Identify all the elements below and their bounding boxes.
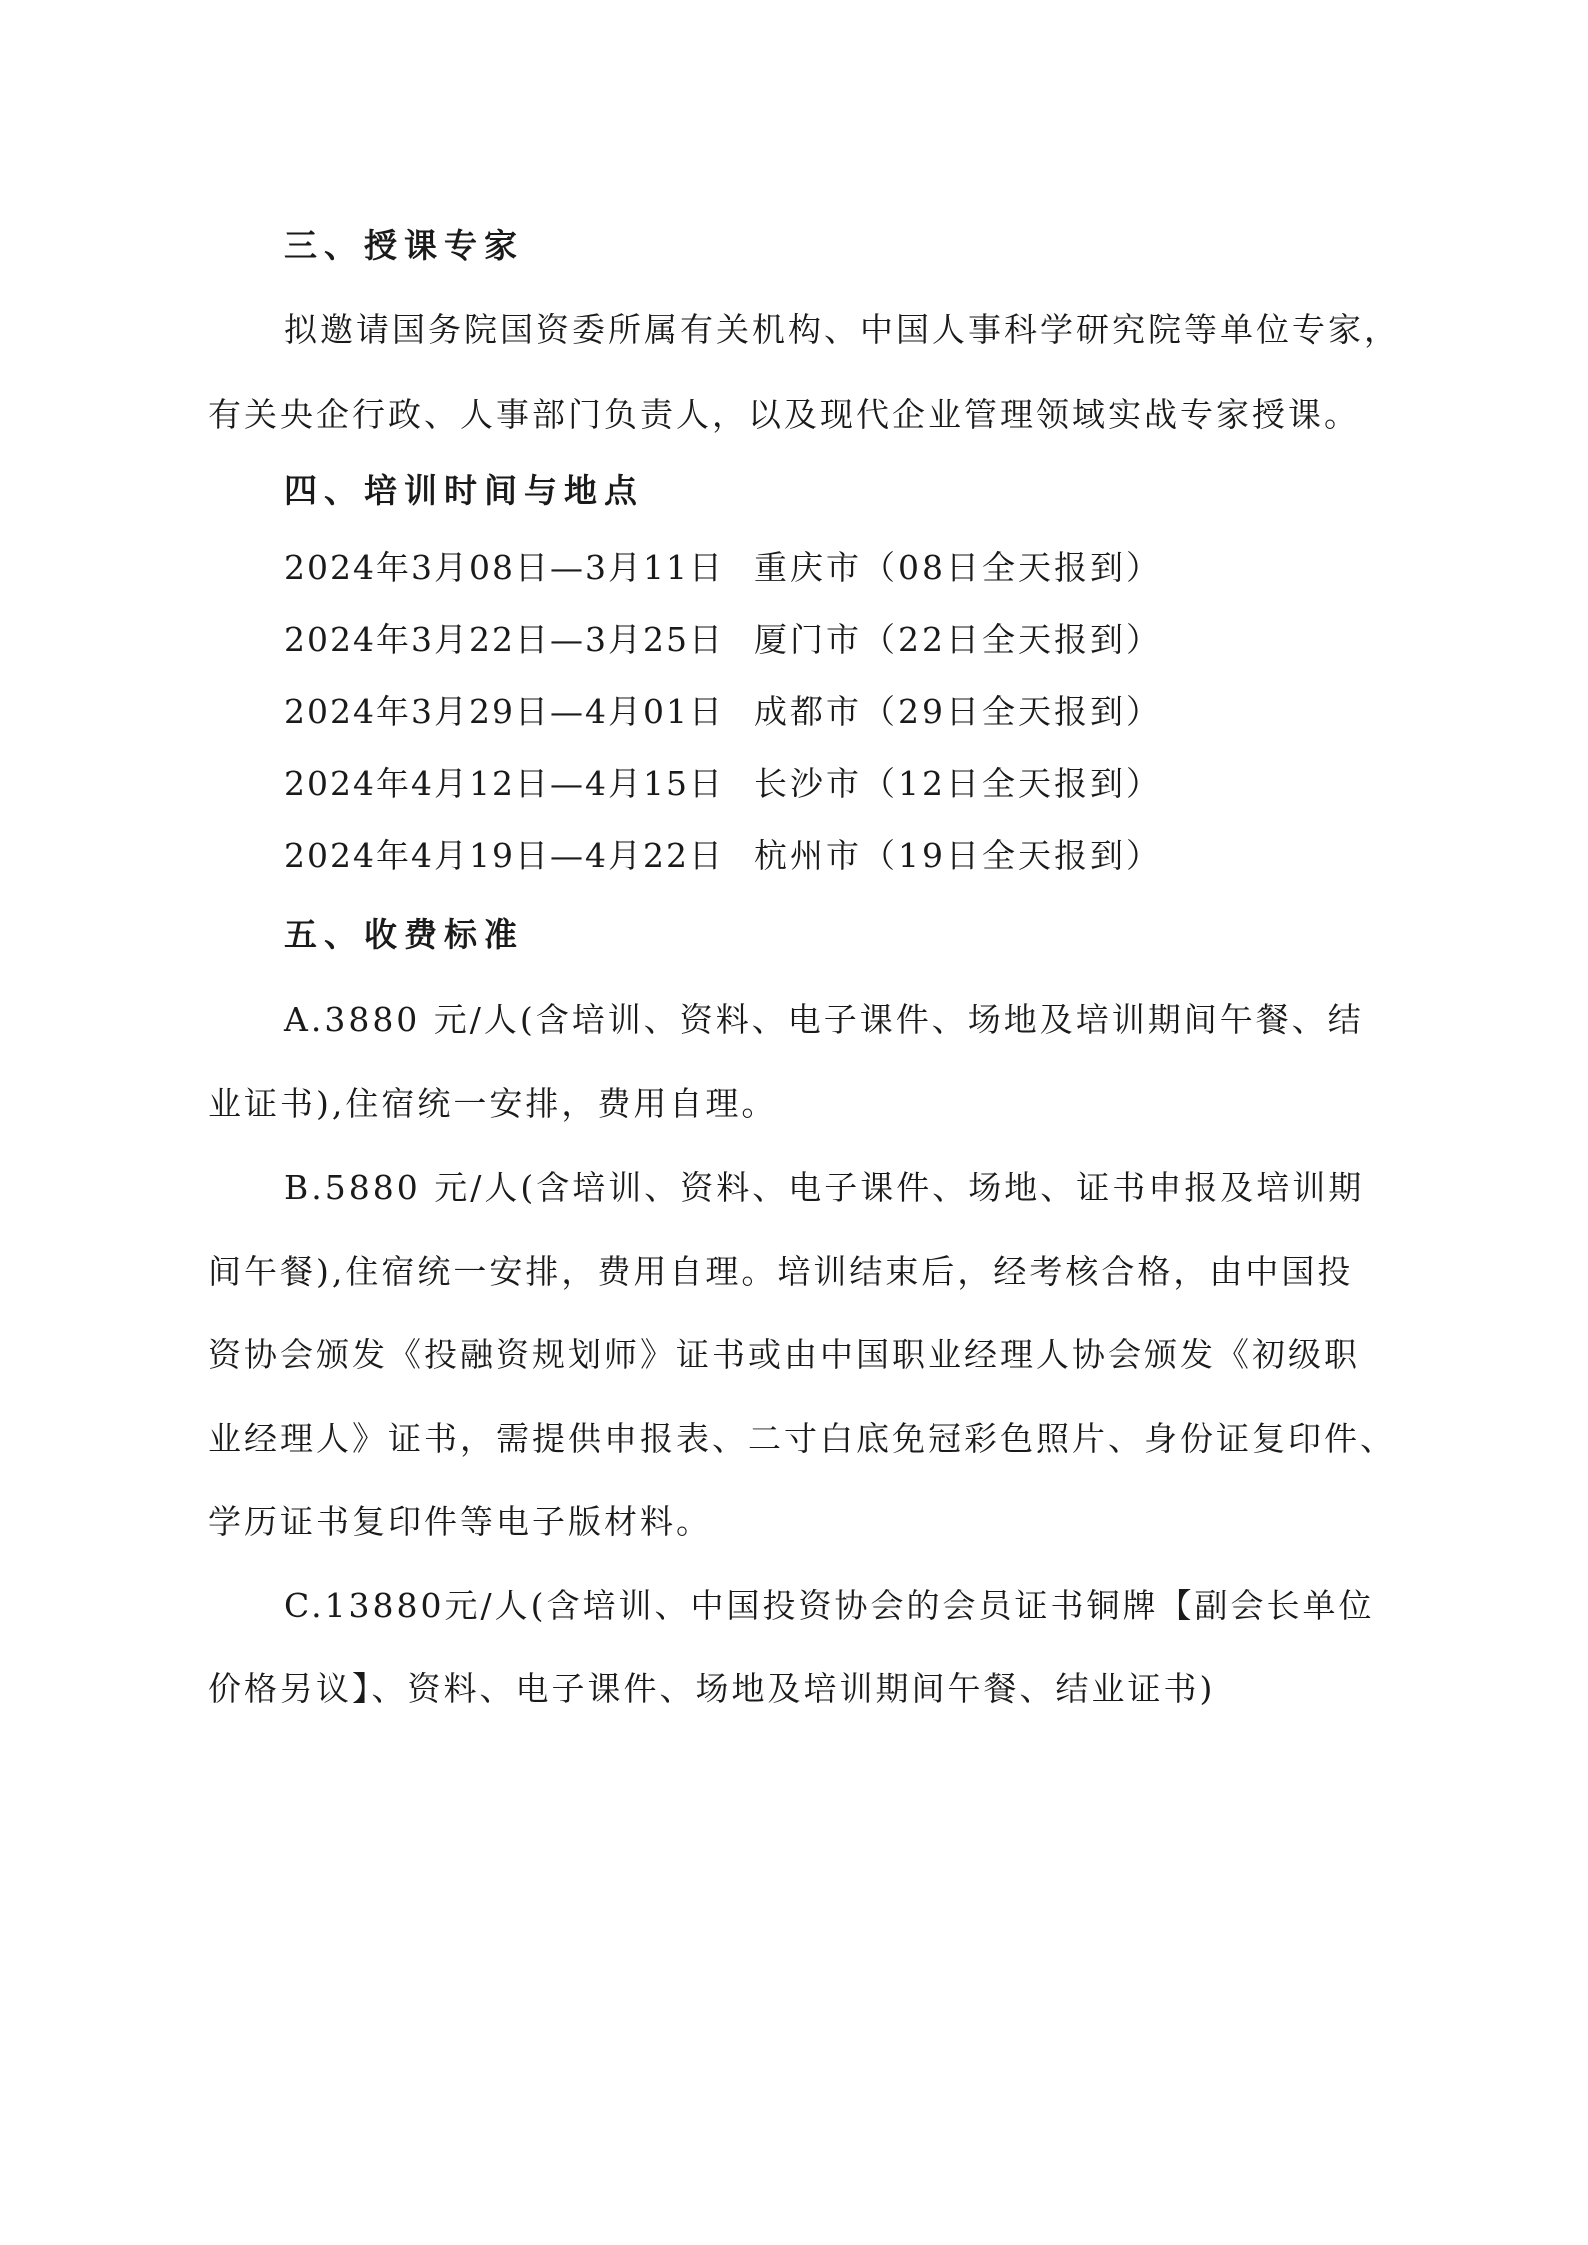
fee-option-b-line: 资协会颁发《投融资规划师》证书或由中国职业经理人协会颁发《初级职 [208, 1335, 1360, 1374]
fee-option-b-line: B.5880 元/人(含培训、资料、电子课件、场地、证书申报及培训期 [284, 1168, 1365, 1207]
paragraph-line: 拟邀请国务院国资委所属有关机构、中国人事科学研究院等单位专家， [284, 310, 1400, 349]
schedule-place: 杭州市（19日全天报到） [754, 836, 1162, 875]
fee-option-b-line: 学历证书复印件等电子版材料。 [208, 1502, 712, 1541]
fee-option-c-line: 价格另议】、资料、电子课件、场地及培训期间午餐、结业证书) [208, 1669, 1216, 1708]
section-heading-fees: 五、收费标准 [284, 915, 524, 954]
schedule-date: 2024年3月22日—3月25日 [284, 620, 724, 659]
fee-option-a-line: 业证书),住宿统一安排，费用自理。 [208, 1084, 778, 1123]
schedule-date: 2024年4月19日—4月22日 [284, 836, 724, 875]
fee-option-a-line: A.3880 元/人(含培训、资料、电子课件、场地及培训期间午餐、结 [284, 1000, 1364, 1039]
section-heading-schedule: 四、培训时间与地点 [284, 471, 644, 510]
schedule-place: 长沙市（12日全天报到） [754, 764, 1162, 803]
paragraph-line: 有关央企行政、人事部门负责人，以及现代企业管理领域实战专家授课。 [208, 395, 1360, 434]
schedule-date: 2024年3月29日—4月01日 [284, 692, 724, 731]
schedule-date: 2024年4月12日—4月15日 [284, 764, 724, 803]
fee-option-c-line: C.13880元/人(含培训、中国投资协会的会员证书铜牌【副会长单位 [284, 1586, 1375, 1625]
schedule-date: 2024年3月08日—3月11日 [284, 548, 724, 587]
schedule-place: 重庆市（08日全天报到） [754, 548, 1162, 587]
section-heading-experts: 三、授课专家 [284, 226, 524, 265]
fee-option-b-line: 业经理人》证书，需提供申报表、二寸白底免冠彩色照片、身份证复印件、 [208, 1419, 1396, 1458]
schedule-place: 成都市（29日全天报到） [754, 692, 1162, 731]
schedule-place: 厦门市（22日全天报到） [754, 620, 1162, 659]
fee-option-b-line: 间午餐),住宿统一安排，费用自理。培训结束后，经考核合格，由中国投 [208, 1252, 1354, 1291]
